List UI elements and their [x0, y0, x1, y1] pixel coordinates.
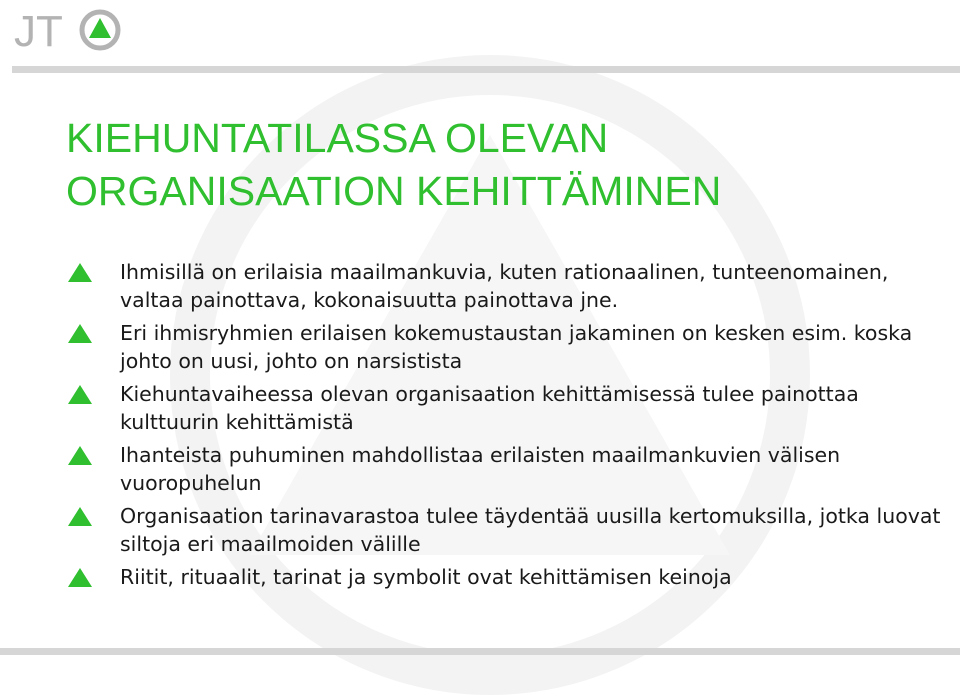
list-item [68, 319, 943, 375]
green-triangle-icon [68, 324, 92, 343]
jto-logo [14, 6, 124, 52]
bullet-list [68, 258, 943, 596]
bullet-text: Riitit, rituaalit, tarinat ja symbolit ovat kehittämisen keinoja [120, 565, 732, 589]
green-triangle-icon [68, 385, 92, 404]
bullet-text: Organisaation tarinavarastoa tulee täydentää uusilla kertomuksilla, jotka luovat siltoja eri maailmoiden välille [120, 504, 941, 556]
bullet-text: Ihmisillä on erilaisia maailmankuvia, kuten rationaalinen, tunteenomainen, valtaa painottava, kokonaisuutta painottava jne. [120, 260, 889, 312]
list-item [68, 380, 943, 436]
page-title [66, 112, 926, 218]
green-triangle-icon [68, 263, 92, 282]
list-item [68, 502, 943, 558]
circle-triangle-icon [82, 12, 118, 48]
bullet-text: Ihanteista puhuminen mahdollistaa erilaisten maailmankuvien välisen vuoropuhelun [120, 443, 841, 495]
header-divider [12, 66, 960, 73]
logo-text: JT [14, 7, 63, 52]
title-line-1: KIEHUNTATILASSA OLEVAN [66, 115, 609, 161]
bullet-text: Eri ihmisryhmien erilaisen kokemustaustan jakaminen on kesken esim. koska johto on uusi, johto on narsistista [120, 321, 913, 373]
green-triangle-icon [68, 507, 92, 526]
list-item [68, 441, 943, 497]
bullet-text: Kiehuntavaiheessa olevan organisaation kehittämisessä tulee painottaa kulttuurin kehittämistä [120, 382, 859, 434]
title-line-2: ORGANISAATION KEHITTÄMINEN [66, 168, 722, 214]
footer-divider [0, 648, 960, 655]
list-item [68, 563, 943, 591]
green-triangle-icon [68, 568, 92, 587]
green-triangle-icon [68, 446, 92, 465]
list-item [68, 258, 943, 314]
